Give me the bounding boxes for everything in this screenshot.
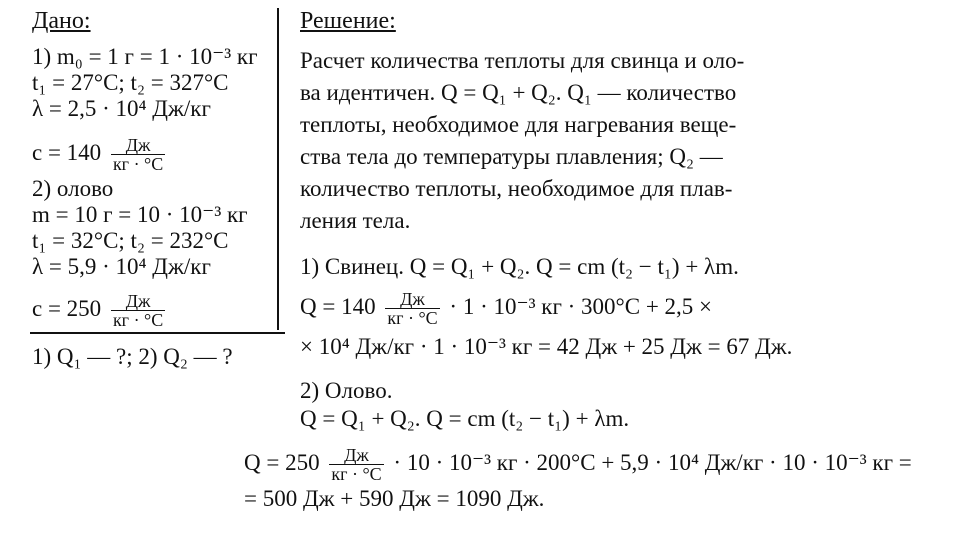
solution-heading: Решение:	[300, 8, 396, 34]
unit-fraction	[111, 292, 165, 329]
tin-calc-q: Q = 250	[244, 449, 320, 475]
given-c-tin-value: c = 250	[32, 295, 102, 321]
given-temps-lead: t₁ = 27°C; t₂ = 327°C	[32, 70, 229, 95]
given-temps-tin: t₁ = 32°C; t₂ = 232°C	[32, 228, 229, 253]
unit-fraction	[111, 136, 165, 173]
given-lambda-tin: λ = 5,9 · 10⁴ Дж/кг	[32, 254, 211, 279]
tin-formula: Q = Q₁ + Q₂. Q = cm (t₂ − t₁) + λm.	[300, 406, 630, 431]
fraction-num: Дж	[111, 136, 165, 155]
lead-calc-line-2: × 10⁴ Дж/кг · 1 · 10⁻³ кг = 42 Дж + 25 Дж = 67 Дж.	[300, 334, 793, 359]
given-tin-heading: 2) олово	[32, 176, 114, 201]
solution-text-line-6: ления тела.	[300, 208, 411, 233]
column-divider	[277, 8, 279, 330]
given-heading: Дано:	[32, 8, 91, 34]
fraction-den: кг · °C	[112, 310, 164, 330]
given-c-lead	[32, 136, 169, 173]
given-lambda-lead: λ = 2,5 · 10⁴ Дж/кг	[32, 96, 211, 121]
find-divider	[30, 332, 285, 334]
solution-text-line-1: Расчет количества теплоты для свинца и оло-	[300, 48, 745, 73]
fraction-num: Дж	[111, 292, 165, 311]
tin-calc-line-1	[244, 446, 912, 483]
fraction-num: Дж	[385, 290, 439, 309]
unit-fraction	[329, 446, 383, 483]
given-mass-lead: 1) m₀ = 1 г = 1 · 10⁻³ кг	[32, 44, 258, 69]
tin-heading: 2) Олово.	[300, 378, 393, 403]
lead-heading-formula: 1) Свинец. Q = Q₁ + Q₂. Q = cm (t₂ − t₁) + λm.	[300, 254, 739, 279]
tin-calc-rest: · 10 · 10⁻³ кг · 200°C + 5,9 · 10⁴ Дж/кг · 10 · 10⁻³ кг =	[393, 449, 912, 475]
given-mass-tin: m = 10 г = 10 · 10⁻³ кг	[32, 202, 248, 227]
lead-calc-q: Q = 140	[300, 293, 376, 319]
lead-calc-line-1	[300, 290, 712, 327]
unit-fraction	[385, 290, 439, 327]
solution-text-line-2: ва идентичен. Q = Q₁ + Q₂. Q₁ — количество	[300, 80, 737, 105]
given-c-lead-value: c = 140	[32, 139, 102, 165]
fraction-den: кг · °C	[331, 464, 382, 484]
fraction-den: кг · °C	[112, 154, 164, 174]
solution-text-line-5: количество теплоты, необходимое для плав-	[300, 176, 733, 201]
fraction-den: кг · °C	[387, 308, 438, 328]
solution-text-line-4: ства тела до температуры плавления; Q₂ —	[300, 144, 723, 169]
tin-calc-line-2: = 500 Дж + 590 Дж = 1090 Дж.	[244, 486, 545, 511]
find-line: 1) Q₁ — ?; 2) Q₂ — ?	[32, 344, 233, 369]
given-c-tin	[32, 292, 169, 329]
fraction-num: Дж	[329, 446, 383, 465]
lead-calc-rest: · 1 · 10⁻³ кг · 300°C + 2,5 ×	[449, 293, 713, 319]
solution-text-line-3: теплоты, необходимое для нагревания веще-	[300, 112, 737, 137]
